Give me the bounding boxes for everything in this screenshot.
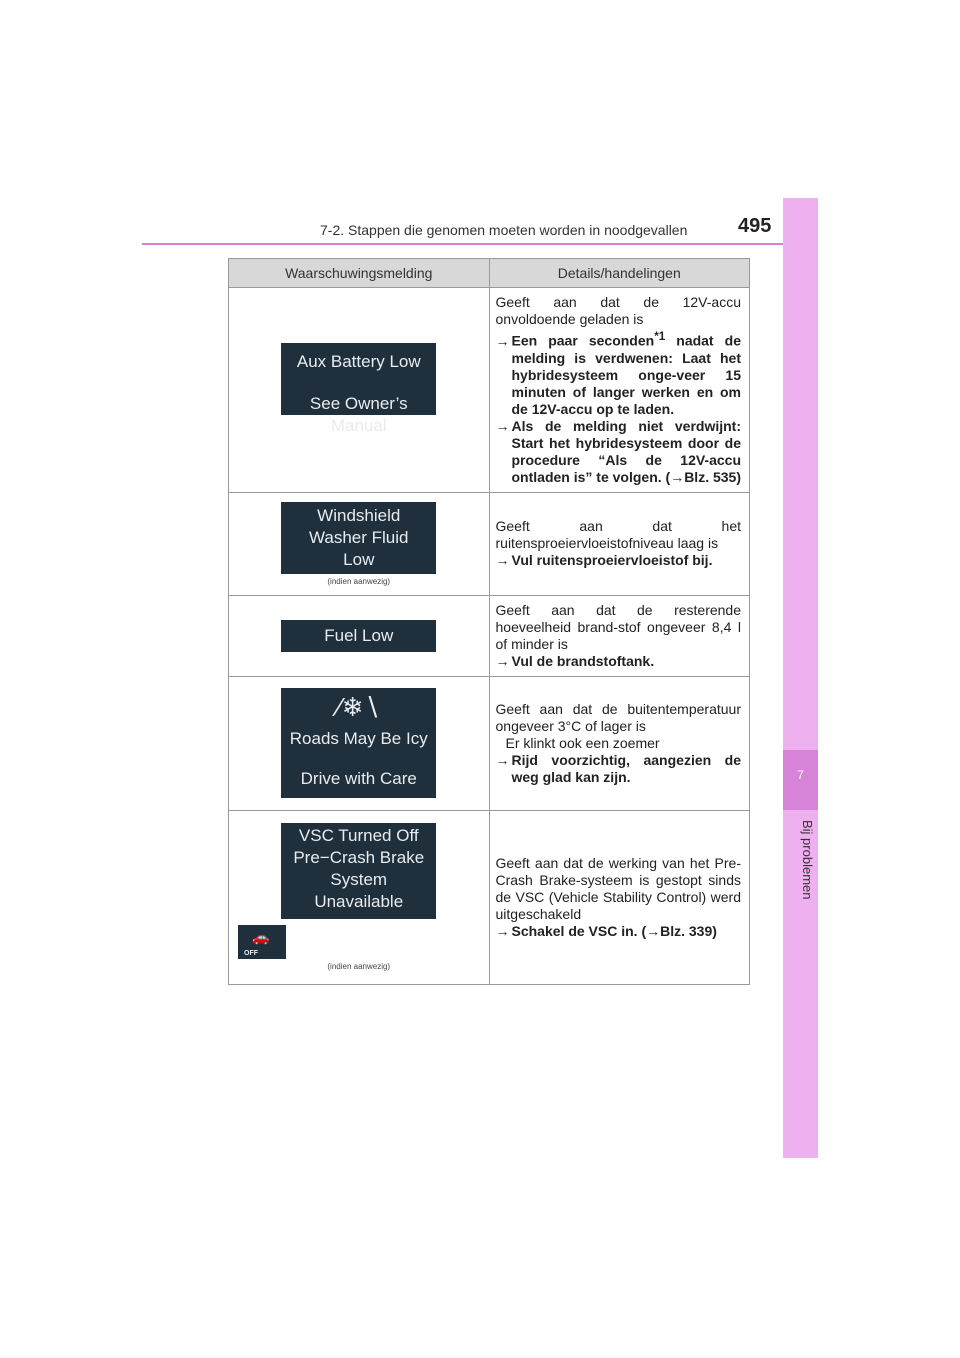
footnote-marker: *1	[654, 330, 666, 343]
display-line: Aux Battery Low	[296, 352, 421, 372]
arrow-right-icon: →	[670, 468, 685, 485]
arrow-right-icon: →	[495, 922, 510, 939]
skidding-car-icon: 🚗	[252, 929, 270, 946]
side-tab	[783, 198, 818, 1158]
details-text: Geeft aan dat de 12V-accu onvoldoende geladen is	[495, 294, 741, 327]
vsc-turned-off-display	[281, 823, 436, 919]
details-cell	[489, 676, 750, 810]
details-cell	[489, 492, 750, 595]
step-text: Als de melding niet verdwijnt: Start het hybridesysteem door de procedure “Als de 12V-accu ontladen is” te volgen. (	[511, 417, 741, 485]
display-line: Fuel Low	[324, 625, 394, 645]
display-line: See Owner’s Manual	[309, 394, 408, 436]
action-step	[496, 552, 742, 569]
table-row	[229, 492, 750, 595]
action-step	[496, 752, 742, 786]
message-image-cell	[229, 676, 490, 810]
arrow-right-icon: →	[646, 922, 661, 939]
arrow-right-icon: →	[495, 332, 510, 349]
message-image-cell	[229, 288, 490, 493]
icy-road-icon: ⁄❄∖	[337, 692, 381, 723]
details-cell	[489, 595, 750, 676]
chapter-label: Bij problemen	[800, 820, 815, 900]
display-line: Drive with Care	[300, 769, 417, 789]
step-text: nadat de melding is verdwenen: Laat het hybridesysteem onge-veer 15 minuten of langer werken en om de 12V-accu op te laden.	[511, 332, 741, 417]
aux-battery-low-display	[281, 343, 436, 436]
action-step	[496, 328, 742, 418]
table-row	[229, 288, 750, 493]
arrow-right-icon: →	[495, 417, 510, 434]
message-image-cell	[229, 810, 490, 984]
display-line: Roads May Be Icy	[289, 729, 428, 749]
message-image-cell	[229, 595, 490, 676]
arrow-right-icon: →	[495, 652, 510, 669]
details-cell	[489, 288, 750, 493]
column-header-details: Details/handelingen	[489, 259, 750, 288]
table-row	[229, 595, 750, 676]
display-line: VSC Turned Off	[298, 826, 419, 846]
display-line: System	[330, 870, 388, 890]
roads-icy-display	[281, 688, 436, 798]
warning-message-table	[228, 258, 750, 985]
header-rule	[142, 243, 818, 245]
step-text: Rijd voorzichtig, aangezien de weg glad kan zijn.	[511, 751, 741, 785]
column-header-message: Waarschuwingsmelding	[229, 259, 490, 288]
step-text: Vul de brandstoftank.	[511, 652, 655, 669]
washer-fluid-low-display	[281, 502, 436, 574]
details-text: Geeft aan dat de werking van het Pre-Crash Brake-systeem is gestopt sinds de VSC (Vehicle Stability Control) werd uitgeschakeld	[495, 854, 741, 922]
availability-note: (indien aanwezig)	[327, 576, 391, 586]
icon-off-label: OFF	[244, 950, 258, 958]
chapter-number: 7	[783, 750, 818, 810]
display-line: Windshield	[317, 505, 401, 525]
step-text: Een paar seconden	[511, 332, 655, 349]
action-step	[496, 653, 742, 670]
arrow-right-icon: →	[495, 552, 510, 569]
action-step	[496, 923, 742, 940]
page-header-title: 7-2. Stappen die genomen moeten worden in noodgevallen	[320, 222, 688, 238]
step-text: Vul ruitensproeiervloeistof bij.	[511, 552, 713, 569]
arrow-right-icon: →	[495, 751, 510, 768]
details-cell	[489, 810, 750, 984]
display-line: Pre−Crash Brake	[293, 848, 425, 868]
table-header-row	[229, 259, 750, 288]
display-line: Washer Fluid	[308, 527, 409, 547]
vsc-off-indicator-icon	[238, 925, 286, 959]
display-line: Unavailable	[314, 892, 404, 912]
details-text: Geeft aan dat de resterende hoeveelheid brand-stof ongeveer 8,4 l of minder is	[495, 601, 741, 652]
vsc-off-icon-wrap	[229, 925, 489, 959]
step-text: Schakel de VSC in. (	[511, 922, 647, 939]
table-row	[229, 810, 750, 984]
page-reference: Blz. 339)	[660, 922, 717, 939]
table-row	[229, 676, 750, 810]
message-image-cell	[229, 492, 490, 595]
display-line: Low	[343, 549, 375, 569]
fuel-low-display	[281, 620, 436, 652]
details-text: Geeft aan dat de buitentemperatuur ongeveer 3°C of lager is	[495, 700, 741, 734]
details-text: Er klinkt ook een zoemer	[505, 734, 660, 751]
page-reference: Blz. 535)	[684, 468, 741, 485]
details-text: Geeft aan dat het ruitensproeiervloeistofniveau laag is	[495, 518, 741, 552]
availability-note: (indien aanwezig)	[327, 962, 391, 972]
page-number: 495	[738, 215, 772, 237]
action-step	[496, 418, 742, 486]
